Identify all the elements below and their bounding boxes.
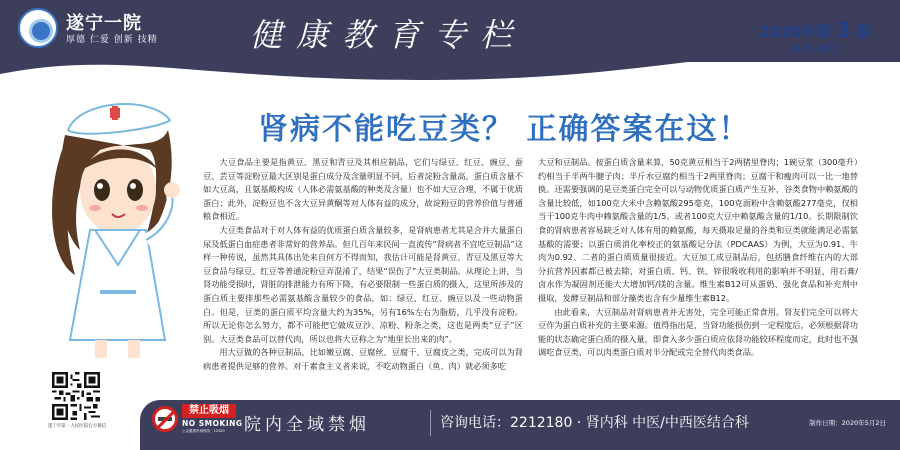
made-date: 制作日期：2020年5月2日 <box>809 419 886 427</box>
issue-suffix: 期 <box>855 23 871 41</box>
footer-divider <box>430 410 431 436</box>
nurse-illustration-icon <box>40 90 190 360</box>
article-paragraph: 大豆食品主要是指黄豆、黑豆和青豆及其相应制品，它们与绿豆、红豆、豌豆、蚕豆、芸豆等淀粉豆最大区别是蛋白成分及含量明显不同，后者淀粉含量高，蛋白质含量不如大豆高，且氨基酸构成（人体必需氨基酸的种类及含量）也不如大豆合理，不属于优质蛋白；此外，淀粉豆也不含大豆异黄酮等对人体有益的成分，故淀粉豆的营养价值与普通粮食相近。 <box>203 157 523 222</box>
hospital-name: 遂宁一院 <box>66 13 142 34</box>
no-smoking-hotline: 公众健康咨询热线：12320 <box>182 429 225 433</box>
article-paragraph: 由此看来，大豆制品对肾病患者并无害处，完全可能正常食用。肾友们完全可以将大豆作为蛋白质补充的主要来源。值得指出是，当肾功能损伤到一定程度后，必须根据肾功能的状态确定蛋白质的摄入量，即食入多少蛋白质应依肾功能较环程度而定，此时也不强调吃食豆类，可以肉类蛋白质对半分配或完全替代肉类食品。 <box>538 306 858 358</box>
article-paragraph: 大豆和豆制品。按蛋白质含量来算，50克黄豆相当于2两猪里脊肉；1碗豆浆（300毫升）约相当于半两牛腱子肉；半斤水豆腐约相当于2两里脊肉；豆腐干和瘦肉可以一比一地替换。还需要强调的是豆类蛋白完全可以与动物优质蛋白质产生互补，谷类食物中赖氨酸的含量比较低，如100克大米中含赖氨酸295毫克，100克面粉中含赖氨酸277毫克，仅相当于100克牛肉中赖氨酸含量的1/5。或者100克大豆中赖氨酸含量的1/10。长期限制饮食的肾病患者容易缺乏对人体有用的赖氨酸，每天摄取足量的谷类和豆类就能满足必需氨基酸的需要；以蛋白质消化率校正的氨基酸记分法（PDCAAS）为例，大豆为0.91、牛肉为0.92、二者的蛋白质质量很接近。大豆加工成豆制品后，包括膳食纤维在内的大部分抗营养因素都已被去除，对蛋白质、钙、铁、锌很吸收利用的影响并不明显，用石膏/卤水作为凝固剂还能大大增加钙/镁的含量。维生素B12可从蛋奶、强化食品和补充剂中摄取，发酵豆制品和部分藻类也含有少量维生素B12。 <box>538 157 858 303</box>
no-smoking-english: NO SMOKING <box>182 419 243 428</box>
consult-phone: 咨询电话：2212180 · 肾内科 中医/中西医结合科 <box>440 415 749 431</box>
qr-code-icon[interactable] <box>52 372 100 420</box>
article-paragraph: 用大豆做的各种豆制品，比如嫩豆腐、豆腐丝、豆腐干、豆腐皮之类，完成可以为肾病患者提供足够的营养。对于素食主义者来说，不吃动物蛋白（鱼、肉）就必须多吃 <box>203 347 523 371</box>
issue-number: 3 <box>836 18 851 42</box>
no-smoking-icon <box>152 406 178 432</box>
qr-caption: 遂宁市第一人民医院官方微信 <box>47 424 107 429</box>
issue-months: （5月~6月） <box>783 44 847 55</box>
column-title: 健康教育专栏 <box>250 16 527 54</box>
article-paragraph: 大豆类食品对于对人体有益的优质蛋白质含量较多，是肾病患者尤其是合并大量蛋白尿及低蛋白血症患者非常好的营养品。但几百年来民间一直流传“肾病者不宜吃豆制品”这样一种传说，虽然其具体出处来自何方不得而知，我估计可能是肾黄豆、青豆及黑豆等大豆食品与绿豆、红豆等普通淀粉豆弄混淆了，结果“误伤了”大豆类制品。从理论上讲，当肾功能受损时，肾脏的排泄能力有所下降，有必要限制一些蛋白质的摄入，这里所涉及的蛋白质主要排那些必需氨基酸含量较少的食品，如：绿豆、红豆、豌豆以及一些动物蛋白。但是，豆类的蛋白质平均含量大约为35%，另有16%左右为脂肪，几乎没有淀粉。所以无论你怎么努力，都不可能把它做成豆沙、凉粉、粉条之类，这也是两类“豆子”区别。大豆类食品可以替代肉，所以也将大豆称之为“地里长出来的肉”。 <box>203 224 523 344</box>
hospital-motto: 厚德 仁爱 创新 技精 <box>66 35 158 45</box>
no-smoking-campaign: 院内全域禁烟 <box>244 415 370 435</box>
issue-prefix: 2020年第 <box>759 23 832 41</box>
article-right-column <box>538 156 858 360</box>
article-title: 肾病不能吃豆类？ 正确答案在这！ <box>258 112 751 147</box>
no-smoking-badge: 禁止吸烟 <box>182 404 236 418</box>
article-left-column <box>203 156 523 374</box>
hospital-logo-icon <box>18 8 58 48</box>
issue-label <box>750 18 880 42</box>
